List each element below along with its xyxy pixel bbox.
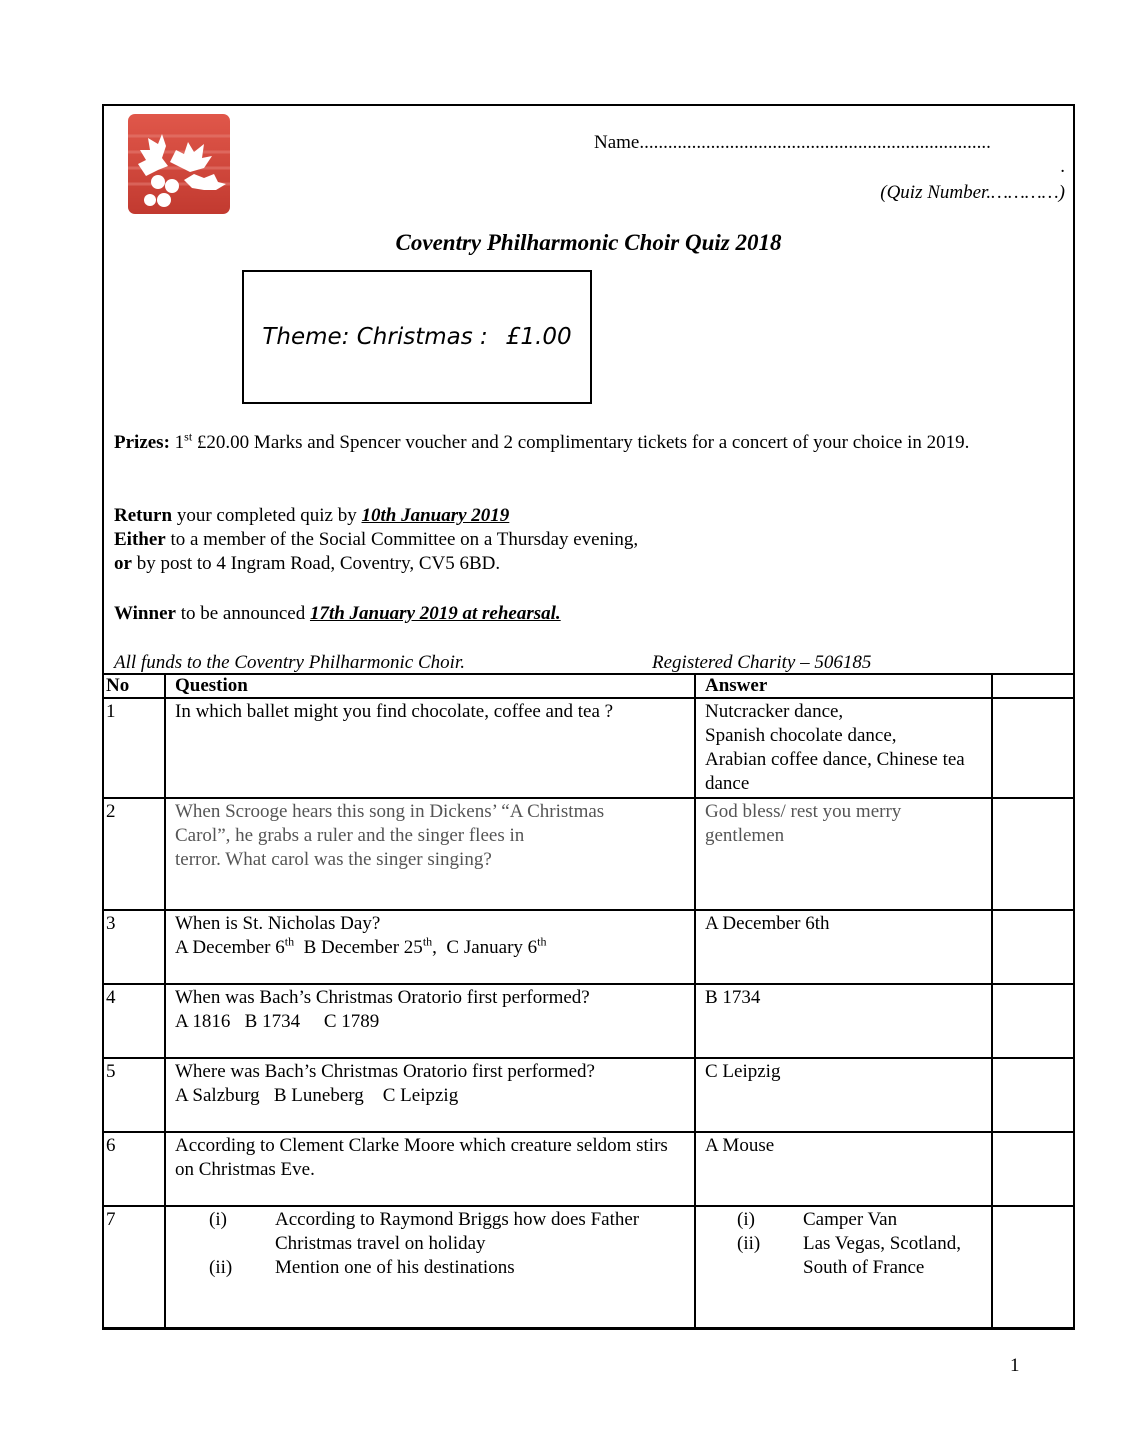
question-cell — [165, 910, 695, 984]
answer-cell[interactable]: God bless/ rest you merry gentlemen — [695, 798, 992, 910]
quiz-table — [104, 673, 1073, 1329]
header-answer: Answer — [695, 674, 992, 698]
part-index: (i) — [209, 1209, 227, 1230]
table-header-row — [104, 674, 1073, 698]
row-number: 7 — [104, 1206, 165, 1328]
question-cell — [165, 1206, 695, 1328]
question-cell — [165, 798, 695, 910]
table-row — [104, 1132, 1073, 1206]
return-text: your completed quiz by — [172, 505, 362, 526]
question-options: A Salzburg B Luneberg C Leipzig — [175, 1085, 459, 1106]
question-options: A 1816 B 1734 C 1789 — [175, 1011, 380, 1032]
part-text: According to Raymond Briggs how does Father Christmas travel on holiday — [275, 1209, 640, 1254]
question-cell — [165, 1058, 695, 1132]
answer-cell[interactable]: A Mouse — [695, 1132, 992, 1206]
prizes-label: Prizes: — [114, 432, 170, 453]
row-number: 5 — [104, 1058, 165, 1132]
option-b: B December 25 — [294, 937, 423, 958]
either-text: to a member of the Social Committee on a Thursday evening, — [165, 529, 639, 550]
return-paragraph — [114, 504, 1064, 576]
mark-cell[interactable] — [992, 910, 1073, 984]
question-text: When is St. Nicholas Day? — [175, 913, 381, 934]
page-number: 1 — [1010, 1355, 1020, 1376]
name-field[interactable]: Name.......................................................................... — [594, 132, 991, 153]
option-a-suffix: th — [284, 934, 295, 949]
question-options — [175, 936, 685, 960]
table-row — [104, 1058, 1073, 1132]
header-extra — [992, 674, 1073, 698]
page-title: Coventry Philharmonic Choir Quiz 2018 — [395, 230, 782, 255]
table-row — [104, 984, 1073, 1058]
table-row — [104, 910, 1073, 984]
theme-label: Theme: Christmas : — [262, 324, 488, 350]
answer-cell[interactable]: C Leipzig — [695, 1058, 992, 1132]
return-label: Return — [114, 505, 173, 526]
either-label: Either — [114, 529, 166, 550]
answer-line: Spanish chocolate dance, — [705, 725, 897, 746]
question-cell: In which ballet might you find chocolate, coffee and tea ? — [165, 698, 695, 798]
answer-line: Arabian coffee dance, Chinese tea dance — [705, 749, 965, 794]
mark-cell[interactable] — [992, 1206, 1073, 1328]
answer-cell[interactable] — [695, 1206, 992, 1328]
quiz-sheet — [102, 104, 1075, 1330]
prizes-paragraph — [114, 431, 1064, 455]
charity-number: Registered Charity – 506185 — [652, 652, 872, 673]
theme-box — [242, 270, 592, 404]
option-c: , C January 6 — [432, 937, 538, 958]
mark-cell[interactable] — [992, 798, 1073, 910]
part-index: (ii) — [209, 1257, 233, 1278]
header-question: Question — [165, 674, 695, 698]
answer-part — [705, 1208, 982, 1232]
mark-cell[interactable] — [992, 984, 1073, 1058]
mark-cell[interactable] — [992, 1058, 1073, 1132]
row-number: 6 — [104, 1132, 165, 1206]
prizes-text: £20.00 Marks and Spencer voucher and 2 complimentary tickets for a concert of your choice in 2019. — [192, 432, 970, 453]
row-number: 3 — [104, 910, 165, 984]
table-row — [104, 798, 1073, 910]
part-text: Mention one of his destinations — [275, 1257, 515, 1278]
header-no: No — [104, 674, 165, 698]
part-text: Las Vegas, Scotland, South of France — [803, 1233, 961, 1278]
name-field-trail: . — [1060, 156, 1065, 177]
winner-text: to be announced — [175, 603, 310, 624]
mark-cell[interactable] — [992, 1132, 1073, 1206]
or-text: by post to 4 Ingram Road, Coventry, CV5 6BD. — [131, 553, 501, 574]
part-index: (i) — [737, 1209, 755, 1230]
row-number: 2 — [104, 798, 165, 910]
return-date: 10th January 2019 — [361, 505, 510, 526]
table-row — [104, 1206, 1073, 1328]
question-part — [175, 1256, 685, 1280]
question-line: When Scrooge hears this song in Dickens’ “A Christmas — [175, 801, 605, 822]
table-row — [104, 698, 1073, 798]
winner-label: Winner — [114, 603, 176, 624]
question-cell — [165, 984, 695, 1058]
theme-price: £1.00 — [505, 324, 572, 350]
prizes-ordinal-suffix: st — [184, 429, 193, 444]
answer-cell[interactable]: A December 6th — [695, 910, 992, 984]
answer-cell[interactable] — [695, 698, 992, 798]
holly-icon — [128, 114, 230, 214]
mark-cell[interactable] — [992, 698, 1073, 798]
answer-cell[interactable]: B 1734 — [695, 984, 992, 1058]
question-part — [175, 1208, 685, 1256]
option-a: A December 6 — [175, 937, 285, 958]
question-text: Where was Bach’s Christmas Oratorio first performed? — [175, 1061, 595, 1082]
funds-text: All funds to the Coventry Philharmonic Choir. — [114, 652, 465, 673]
winner-paragraph — [114, 602, 1064, 626]
question-text: When was Bach’s Christmas Oratorio first performed? — [175, 987, 590, 1008]
prizes-ordinal: 1 — [174, 432, 185, 453]
part-text: Camper Van — [803, 1209, 898, 1230]
or-label: or — [114, 553, 132, 574]
answer-line: Nutcracker dance, — [705, 701, 844, 722]
part-index: (ii) — [737, 1233, 761, 1254]
question-line: terror. What carol was the singer singing? — [175, 849, 492, 870]
winner-date: 17th January 2019 at rehearsal. — [309, 603, 561, 624]
option-c-suffix: th — [537, 934, 547, 949]
row-number: 1 — [104, 698, 165, 798]
row-number: 4 — [104, 984, 165, 1058]
question-cell: According to Clement Clarke Moore which creature seldom stirs on Christmas Eve. — [165, 1132, 695, 1206]
option-b-suffix: th — [422, 934, 433, 949]
quiz-number-field[interactable]: (Quiz Number.…………) — [880, 182, 1065, 203]
question-line: Carol”, he grabs a ruler and the singer flees in — [175, 825, 525, 846]
answer-part — [705, 1232, 982, 1280]
funds-line — [114, 651, 1064, 675]
